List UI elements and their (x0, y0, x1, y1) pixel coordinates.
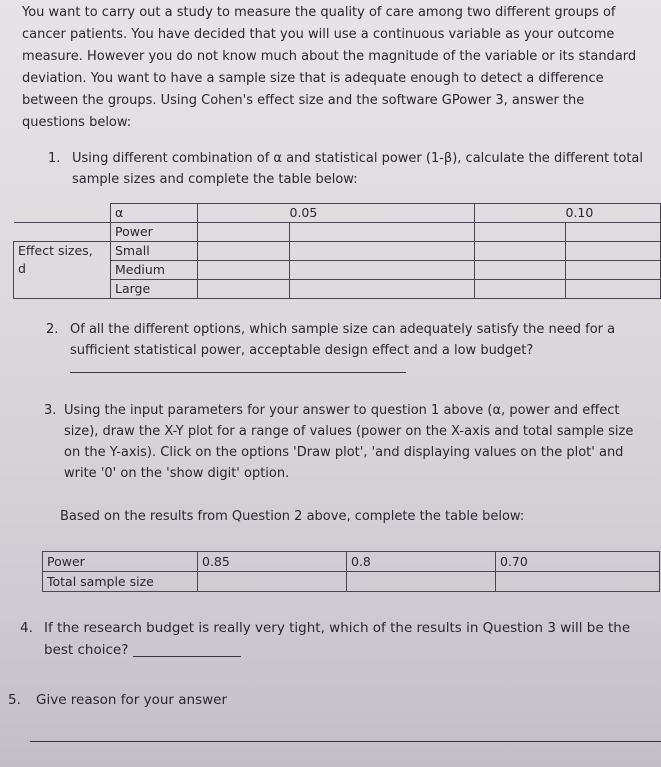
table-cell-input[interactable] (290, 261, 475, 280)
table-cell-empty (198, 204, 290, 223)
intro-line: cancer patients. You have decided that you will use a continuous variable as your outcome (22, 27, 615, 42)
q4-text-line2: best choice? (44, 642, 129, 658)
table-cell-input[interactable] (290, 223, 475, 242)
q1-text-line1: Using different combination of α and statistical power (1-β), calculate the different total (72, 151, 644, 166)
table-cell-empty (14, 204, 111, 223)
q3-text-line4: write '0' on the 'show digit' option. (64, 466, 290, 481)
q4-number: 4. (20, 620, 33, 636)
q5-answer-line[interactable] (30, 741, 661, 742)
q3-text-line2: size), draw the X-Y plot for a range of values (power on the X-axis and total sample size (64, 424, 634, 439)
table-cell-input[interactable] (475, 242, 566, 261)
q2-answer-line[interactable] (70, 372, 406, 373)
table-row (14, 223, 661, 242)
q3-text-line1: Using the input parameters for your answer to question 1 above (α, power and effect (64, 403, 620, 418)
power-row-label: Power (43, 552, 198, 572)
table-row (14, 204, 661, 223)
table-cell-input[interactable] (347, 572, 496, 592)
q1-number: 1. (48, 151, 61, 166)
table-row (43, 572, 660, 592)
table-cell-input[interactable] (475, 280, 566, 299)
table-cell-input[interactable] (566, 223, 661, 242)
power-value-070: 0.70 (496, 552, 660, 572)
effect-large-label: Large (111, 280, 198, 299)
intro-line: measure. However you do not know much about the magnitude of the variable or its standard (22, 49, 637, 64)
effect-medium-label: Medium (111, 261, 198, 280)
table-row (43, 552, 660, 572)
table-row (14, 242, 661, 261)
effect-size-label (14, 242, 111, 299)
power-header: Power (111, 223, 198, 242)
intro-line: deviation. You want to have a sample size that is adequate enough to detect a difference (22, 71, 604, 86)
q3-based-on-text: Based on the results from Question 2 above, complete the table below: (60, 509, 525, 524)
table-cell-input[interactable] (198, 223, 290, 242)
power-value-085: 0.85 (198, 552, 347, 572)
table-cell-empty (14, 223, 111, 242)
q2-number: 2. (46, 322, 59, 337)
effect-size-label-line1: Effect sizes, (18, 243, 93, 258)
table-cell-input[interactable] (198, 242, 290, 261)
table-cell-input[interactable] (290, 280, 475, 299)
table-cell-input[interactable] (198, 280, 290, 299)
power-sample-table (42, 551, 660, 592)
table-cell-input[interactable] (566, 242, 661, 261)
table-cell-input[interactable] (475, 261, 566, 280)
table-cell-input[interactable] (496, 572, 660, 592)
q5-number: 5. (8, 692, 21, 708)
table-cell-input[interactable] (198, 261, 290, 280)
table-row (14, 280, 661, 299)
effect-small-label: Small (111, 242, 198, 261)
q2-text-line1: Of all the different options, which sample size can adequately satisfy the need for a (70, 322, 616, 337)
power-value-08: 0.8 (347, 552, 496, 572)
intro-line: between the groups. Using Cohen's effect size and the software GPower 3, answer the (22, 93, 585, 108)
table-cell-input[interactable] (566, 280, 661, 299)
q3-text-line3: on the Y-axis). Click on the options 'Draw plot', 'and displaying values on the plot' and (64, 445, 624, 460)
table-cell-input[interactable] (198, 572, 347, 592)
intro-line: You want to carry out a study to measure the quality of care among two different groups of (22, 5, 616, 20)
effect-size-table (13, 203, 661, 299)
table-row (14, 261, 661, 280)
q3-number: 3. (44, 403, 57, 418)
q5-text: Give reason for your answer (36, 692, 228, 708)
alpha-005-header: 0.05 (290, 204, 475, 223)
q4-text-line1: If the research budget is really very tight, which of the results in Question 3 will be the (44, 620, 631, 636)
intro-paragraph (22, 2, 642, 134)
table-cell-input[interactable] (475, 223, 566, 242)
total-sample-size-label: Total sample size (43, 572, 198, 592)
alpha-header: α (111, 204, 198, 223)
q4-answer-line[interactable] (133, 656, 241, 657)
q2-text-line2: sufficient statistical power, acceptable design effect and a low budget? (70, 343, 534, 358)
effect-size-label-line2: d (18, 261, 26, 276)
intro-line: questions below: (22, 115, 132, 130)
alpha-010-header: 0.10 (566, 204, 661, 223)
q1-text-line2: sample sizes and complete the table below: (72, 172, 358, 187)
table-cell-input[interactable] (566, 261, 661, 280)
table-cell-input[interactable] (290, 242, 475, 261)
table-cell-empty (475, 204, 566, 223)
